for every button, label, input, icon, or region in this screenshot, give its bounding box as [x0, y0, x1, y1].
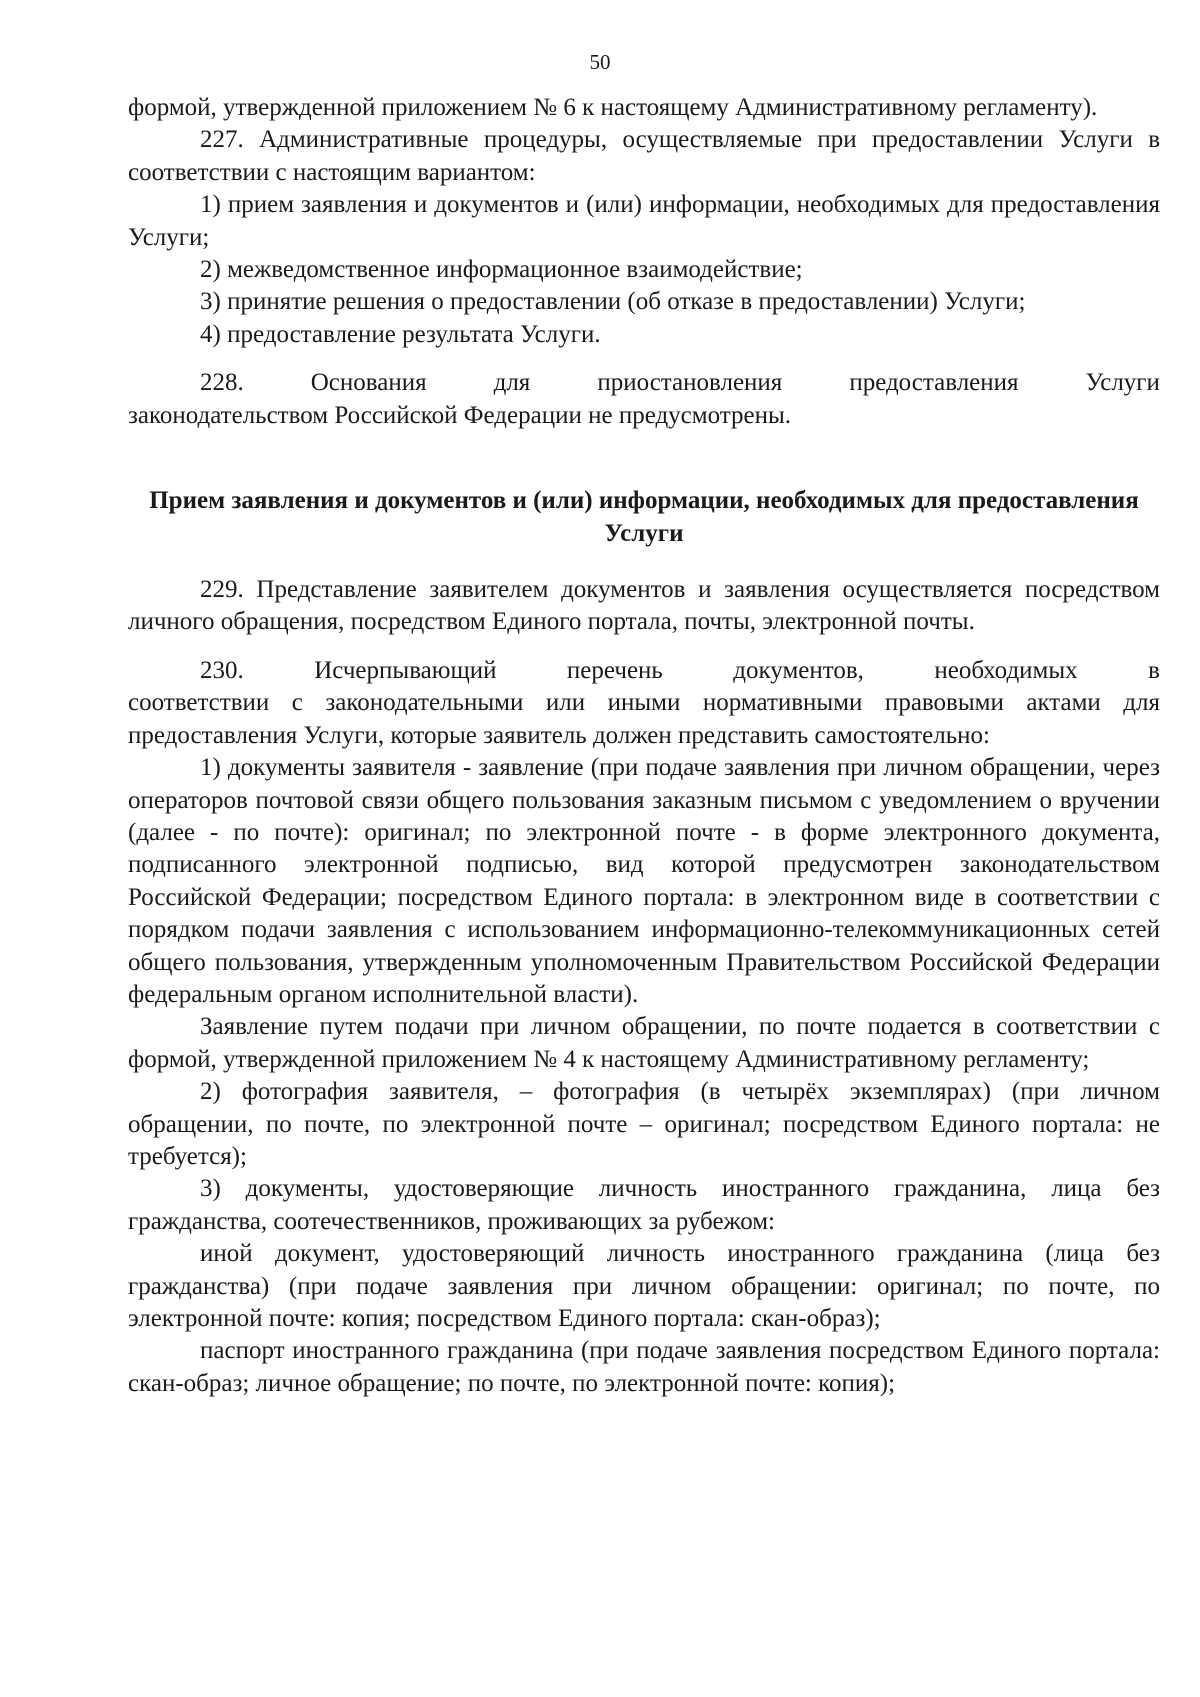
paragraph-230-first-line [128, 655, 1160, 687]
page-number: 50 [589, 50, 611, 74]
list-item-227-3: 3) принятие решения о предоставлении (об отказе в предоставлении) Услуги; [200, 288, 1026, 316]
paragraph-230-word: необходимых [934, 656, 1078, 684]
paragraph-continuation: формой, утвержденной приложением № 6 к настоящему Административному регламенту). [128, 94, 1098, 121]
paragraph-229: 229. Представление заявителем документов и заявления осуществляется посредством личного обращения, посредством Единого портала, почты, электронной почты. [128, 576, 1160, 636]
paragraph-230-1-application: Заявление путем подачи при личном обращении, по почте подается в соответствии с формой, утвержденной приложением № 4 к настоящему Административному регламенту; [128, 1013, 1160, 1073]
list-item-230-1: 1) документы заявителя - заявление (при подаче заявления при личном обращении, через операторов почтовой связи общего пользования заказным письмом с уведомлением о вручении (далее - по почте): оригинал; по электронной почте - в форме электронного документа, подписанного электронной подписью, вид которой предусмотрен законодательством Российской Федерации; посредством Единого портала: в электронном виде в соответствии с порядком подачи заявления с использованием информационно-телекоммуникационных сетей общего пользования, утвержденным уполномоченным Правительством Российской Федерации федеральным органом исполнительной власти). [128, 754, 1160, 1008]
paragraph-230-word: документов, [733, 656, 864, 684]
paragraph-230-word: в [1148, 656, 1160, 684]
paragraph-228-word: Основания [310, 369, 427, 397]
list-item-230-3-other-id: иной документ, удостоверяющий личность иностранного гражданина (лица без гражданства) (при подаче заявления при личном обращении: оригинал; по почте, по электронной почте: копия; посредством Единого портала: скан-образ); [128, 1240, 1160, 1332]
list-item-230-2: 2) фотография заявителя, – фотография (в четырёх экземплярах) (при личном обращении, по почте, по электронной почте – оригинал; посредством Единого портала: не требуется); [128, 1078, 1160, 1170]
list-item-227-1: 1) прием заявления и документов и (или) информации, необходимых для предоставления Услуги; [128, 191, 1160, 251]
paragraph-228-word: приостановления [597, 369, 783, 397]
list-item-227-2: 2) межведомственное информационное взаимодействие; [200, 256, 803, 284]
paragraph-230-word: Исчерпывающий [314, 656, 497, 684]
paragraph-228-number: 228. [200, 369, 244, 397]
list-item-227-4: 4) предоставление результата Услуги. [200, 320, 601, 348]
paragraph-228 [128, 367, 1160, 432]
paragraph-228-rest: законодательством Российской Федерации не предусмотрены. [128, 401, 792, 429]
document-body [128, 92, 1160, 1400]
paragraph-230-word: перечень [566, 656, 663, 684]
paragraph-228-word: предоставления [849, 369, 1019, 397]
paragraph-230-rest: соответствии с законодательными или иными нормативными правовыми актами для предоставления Услуги, которые заявитель должен представить самостоятельно: [128, 689, 1160, 749]
paragraph-228-first-line [128, 367, 1160, 399]
paragraph-228-word: Услуги [1085, 369, 1160, 397]
paragraph-230-number: 230. [200, 656, 244, 684]
paragraph-227: 227. Административные процедуры, осуществляемые при предоставлении Услуги в соответствии с настоящим вариантом: [128, 126, 1160, 186]
list-item-230-3-passport: паспорт иностранного гражданина (при подаче заявления посредством Единого портала: скан-образ; личное обращение; по почте, по электронной почте: копия); [128, 1337, 1160, 1397]
list-item-230-3: 3) документы, удостоверяющие личность иностранного гражданина, лица без гражданства, соотечественников, проживающих за рубежом: [128, 1175, 1160, 1235]
section-heading: Прием заявления и документов и (или) информации, необходимых для предоставления Услуги [149, 487, 1139, 548]
paragraph-230 [128, 655, 1160, 752]
paragraph-228-word: для [493, 369, 531, 397]
